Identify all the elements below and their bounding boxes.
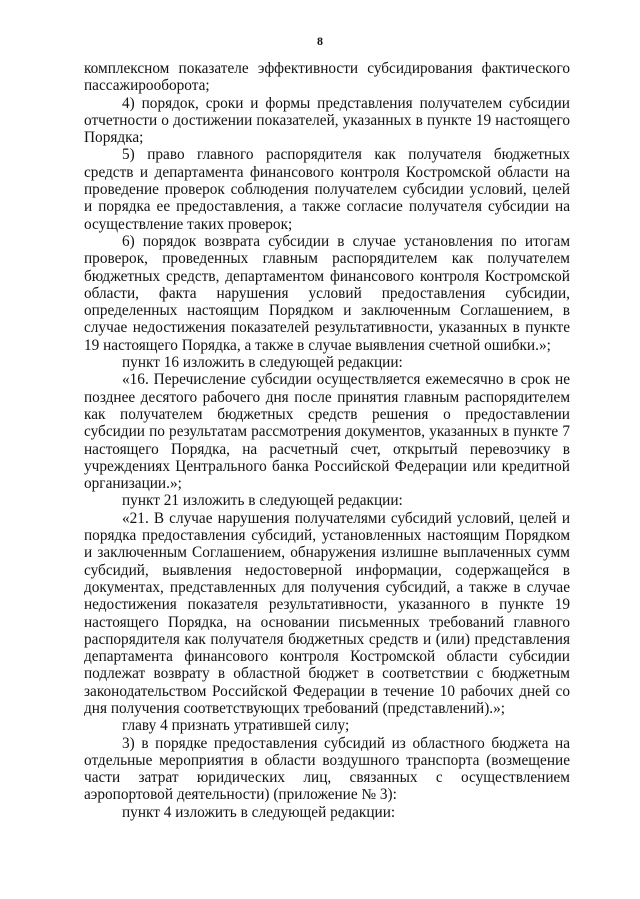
- page-number: 8: [317, 34, 323, 48]
- paragraph: пункт 21 изложить в следующей редакции:: [122, 492, 403, 510]
- paragraph: «21. В случае нарушения получателями субсидий условий, целей и порядка предоставления субсидий, установленных настоящим Порядком и заключенным Соглашением, обнаружения излишне выплаченных сумм субсидий, выявления недостоверной информации, содержащейся в документах, представленных для получения субсидий, а также в случае недостижения показателя результативности, указанного в пункте 19 настоящего Порядка, на основании письменных требований главного распорядителя как получателя бюджетных средств и (или) представления департамента финансового контроля Костромской области субсидии подлежат возврату в областной бюджет в соответствии с бюджетным законодательством Российской Федерации в течение 10 рабочих дней со дня получения соответствующих требований (представлений).»;: [84, 509, 570, 717]
- paragraph: 6) порядок возврата субсидии в случае установления по итогам проверок, проведенных главным распорядителем как получателем бюджетных средств, департаментом финансового контроля Костромской области, факта нарушения условий предоставления субсидии, определенных настоящим Порядком и заключенным Соглашением, в случае недостижения показателей результативности, указанных в пункте 19 настоящего Порядка, а также в случае выявления счетной ошибки.»;: [84, 232, 570, 354]
- paragraph: комплексном показателе эффективности субсидирования фактического пассажирооборота;: [84, 60, 570, 95]
- paragraph: главу 4 признать утратившей силу;: [122, 717, 350, 735]
- paragraph: пункт 4 изложить в следующей редакции:: [122, 803, 396, 821]
- paragraph: пункт 16 изложить в следующей редакции:: [122, 354, 403, 372]
- document-body: [84, 60, 570, 821]
- paragraph: «16. Перечисление субсидии осуществляется ежемесячно в срок не позднее десятого рабочего дня после принятия главным распорядителем как получателем бюджетных средств решения о предоставлении субсидии по результатам рассмотрения документов, указанных в пункте 7 настоящего Порядка, на расчетный счет, открытый перевозчику в учреждениях Центрального банка Российской Федерации или кредитной организации.»;: [84, 371, 570, 493]
- paragraph: 5) право главного распорядителя как получателя бюджетных средств и департамента финансового контроля Костромской области на проведение проверок соблюдения получателем субсидии условий, целей и порядка ее предоставления, а также согласие получателя субсидии на осуществление таких проверок;: [84, 146, 570, 233]
- paragraph: 3) в порядке предоставления субсидий из областного бюджета на отдельные мероприятия в области воздушного транспорта (возмещение части затрат юридических лиц, связанных с осуществлением аэропортовой деятельности) (приложение № 3):: [84, 734, 570, 804]
- paragraph: 4) порядок, сроки и формы представления получателем субсидии отчетности о достижении показателей, указанных в пункте 19 настоящего Порядка;: [84, 94, 570, 147]
